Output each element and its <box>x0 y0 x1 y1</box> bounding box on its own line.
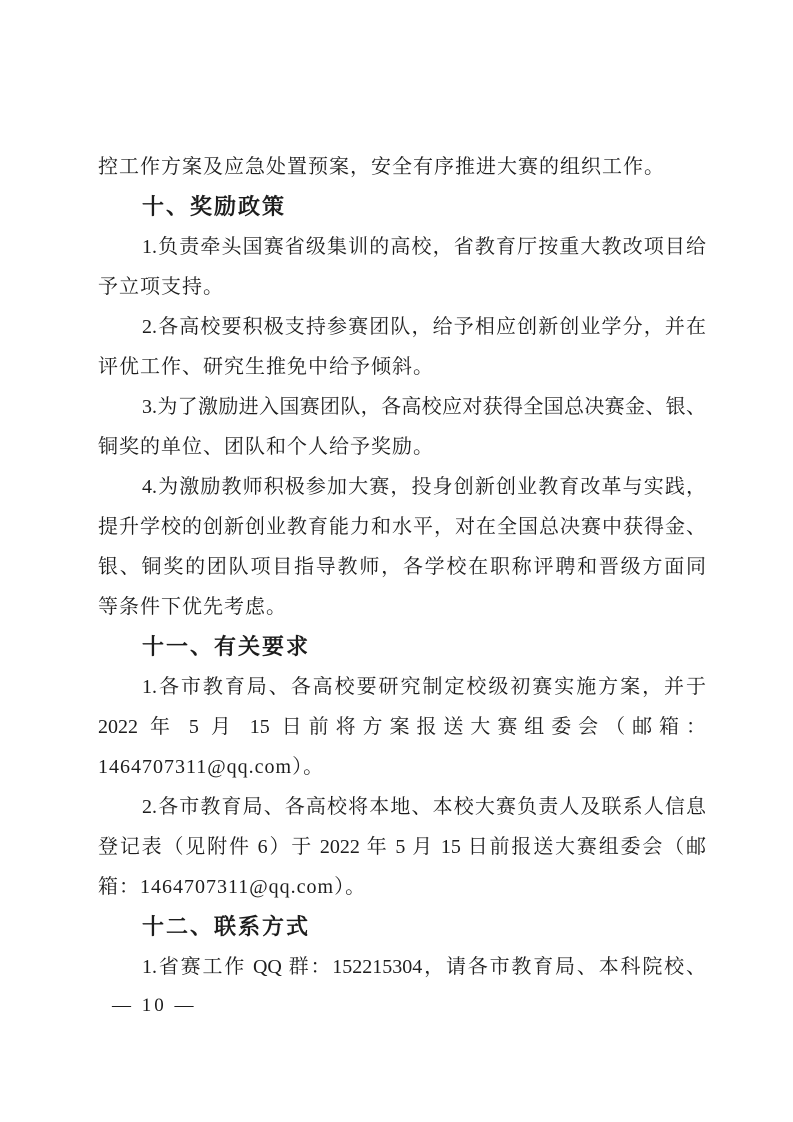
paragraph-line: 3.为了激励进入国赛团队，各高校应对获得全国总决赛金、银、 <box>142 396 706 418</box>
paragraph-line: 2.各市教育局、各高校将本地、本校大赛负责人及联系人信息 <box>142 796 706 818</box>
paragraph-line: 等条件下优先考虑。 <box>98 596 287 618</box>
page-number: — 10 — <box>112 995 197 1016</box>
paragraph-line-email: 箱：1464707311@qq.com）。 <box>98 876 367 898</box>
paragraph-line: 银、铜奖的团队项目指导教师，各学校在职称评聘和晋级方面同 <box>98 556 706 578</box>
paragraph-line: 提升学校的创新创业教育能力和水平，对在全国总决赛中获得金、 <box>98 516 706 538</box>
document-body <box>98 147 706 987</box>
paragraph-line: 予立项支持。 <box>98 276 224 298</box>
paragraph-line: 评优工作、研究生推免中给予倾斜。 <box>98 356 434 378</box>
section-heading-contact: 十二、联系方式 <box>142 914 311 940</box>
paragraph-line-qq-group: 1.省赛工作 QQ 群：152215304，请各市教育局、本科院校、 <box>142 956 706 978</box>
paragraph-line: 控工作方案及应急处置预案，安全有序推进大赛的组织工作。 <box>98 156 665 178</box>
paragraph-line-email: 1464707311@qq.com）。 <box>98 756 325 778</box>
paragraph-line-deadline: 登记表（见附件 6）于 2022 年 5 月 15 日前报送大赛组委会（邮 <box>98 836 706 858</box>
paragraph-line: 1.负责牵头国赛省级集训的高校，省教育厅按重大教改项目给 <box>142 236 706 258</box>
section-heading-reward-policy: 十、奖励政策 <box>142 194 287 219</box>
paragraph-line-deadline: 2022 年 5 月 15 日前将方案报送大赛组委会（邮箱： <box>98 716 706 738</box>
paragraph-line: 铜奖的单位、团队和个人给予奖励。 <box>98 436 434 458</box>
paragraph-line: 4.为激励教师积极参加大赛，投身创新创业教育改革与实践， <box>142 476 706 498</box>
section-heading-requirements: 十一、有关要求 <box>142 634 311 659</box>
paragraph-line: 1.各市教育局、各高校要研究制定校级初赛实施方案，并于 <box>142 676 706 698</box>
paragraph-line: 2.各高校要积极支持参赛团队，给予相应创新创业学分，并在 <box>142 316 706 338</box>
